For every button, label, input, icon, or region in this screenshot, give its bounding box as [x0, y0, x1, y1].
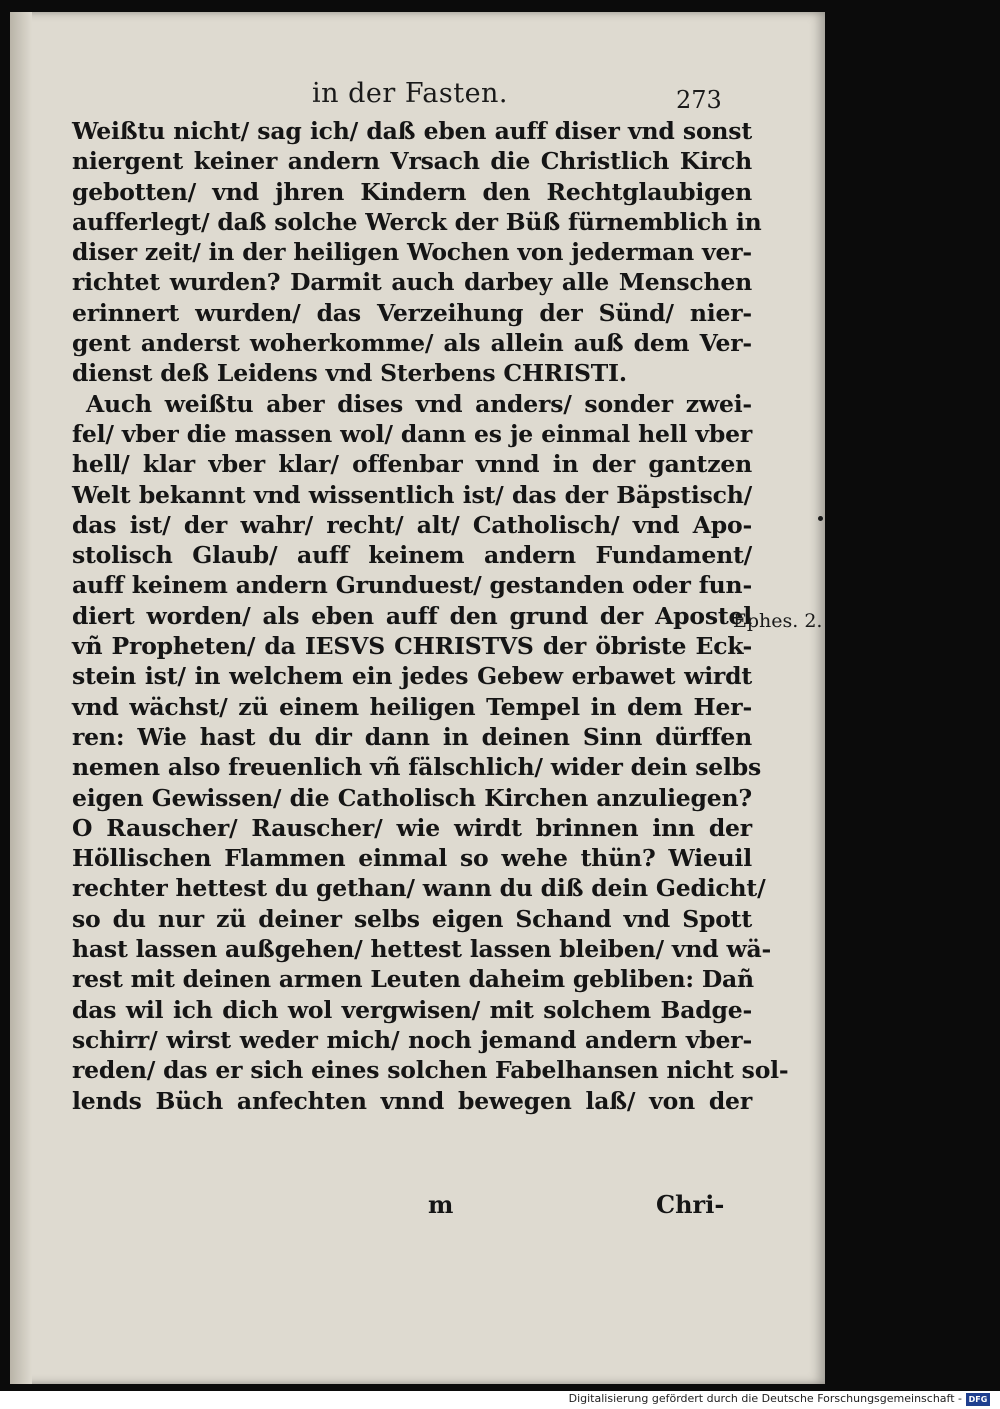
text-line: vnd wächst/ zü einem heiligen Tempel in dem Her- [72, 692, 752, 721]
text-line: gent anderst woherkomme/ als allein auß dem Ver- [72, 329, 752, 358]
signature-mark: m [428, 1190, 454, 1219]
ink-speck [818, 516, 823, 521]
text-line: rechter hettest du gethan/ wann du diß dein Gedicht/ [72, 874, 766, 903]
text-line: stolisch Glaub/ auff keinem andern Fundament/ [72, 541, 752, 570]
margin-note: Ephes. 2. [733, 610, 823, 632]
text-line: reden/ das er sich eines solchen Fabelhansen nicht sol- [72, 1056, 789, 1085]
text-line: diser zeit/ in der heiligen Wochen von jederman ver- [72, 238, 752, 267]
running-head: in der Fasten. [312, 78, 509, 109]
text-line: rest mit deinen armen Leuten daheim gebliben: Dañ [72, 965, 754, 994]
text-line: Weißtu nicht/ sag ich/ daß eben auff diser vnd sonst [72, 117, 752, 145]
text-line: Höllischen Flammen einmal so wehe thün? Wieuil [72, 844, 752, 873]
text-line: das wil ich dich wol vergwisen/ mit solchem Badge- [72, 995, 752, 1024]
text-line: schirr/ wirst weder mich/ noch jemand andern vber- [72, 1025, 752, 1054]
text-line: so du nur zü deiner selbs eigen Schand vnd Spott [72, 904, 752, 933]
text-line: hast lassen außgehen/ hettest lassen bleiben/ vnd wä- [72, 935, 772, 964]
dfg-logo: DFG [966, 1393, 990, 1406]
text-line: niergent keiner andern Vrsach die Christlich Kirch [72, 147, 752, 176]
text-line: ren: Wie hast du dir dann in deinen Sinn dürffen [72, 722, 752, 751]
footer-bar [0, 1391, 1000, 1409]
text-line: stein ist/ in welchem ein jedes Gebew erbawet wirdt [72, 662, 752, 691]
text-line: Welt bekannt vnd wissentlich ist/ das der Bäpstisch/ [72, 480, 752, 509]
text-line: Auch weißtu aber dises vnd anders/ sonder zwei- [86, 389, 752, 418]
text-line: dienst deß Leidens vnd Sterbens CHRISTI. [72, 359, 627, 388]
footer-credit: Digitalisierung gefördert durch die Deutsche Forschungsgemeinschaft - [568, 1392, 962, 1405]
text-line: aufferlegt/ daß solche Werck der Büß fürnemblich in [72, 207, 762, 236]
text-line: O Rauscher/ Rauscher/ wie wirdt brinnen inn der [72, 813, 752, 842]
text-line: fel/ vber die massen wol/ dann es je einmal hell vber [72, 419, 752, 448]
text-line: auff keinem andern Grunduest/ gestanden oder fun- [72, 571, 752, 600]
text-line: lends Büch anfechten vnnd bewegen laß/ von der [72, 1086, 752, 1115]
text-line: gebotten/ vnd jhren Kindern den Rechtglaubigen [72, 177, 752, 206]
page-number: 273 [676, 86, 722, 114]
page-gutter [10, 12, 32, 1384]
text-line: hell/ klar vber klar/ offenbar vnnd in der gantzen [72, 450, 752, 479]
text-line: richtet wurden? Darmit auch darbey alle Menschen [72, 268, 752, 297]
text-line: das ist/ der wahr/ recht/ alt/ Catholisch/ vnd Apo- [72, 510, 752, 539]
catchword: Chri- [656, 1190, 725, 1219]
text-line: nemen also freuenlich vñ fälschlich/ wider dein selbs [72, 753, 762, 782]
text-line: diert worden/ als eben auff den grund der Apostel [72, 601, 752, 630]
text-line: erinnert wurden/ das Verzeihung der Sünd/ nier- [72, 298, 752, 327]
text-line: vñ Propheten/ da IESVS CHRISTVS der öbriste Eck- [72, 632, 752, 661]
text-line: eigen Gewissen/ die Catholisch Kirchen anzuliegen? [72, 783, 752, 812]
